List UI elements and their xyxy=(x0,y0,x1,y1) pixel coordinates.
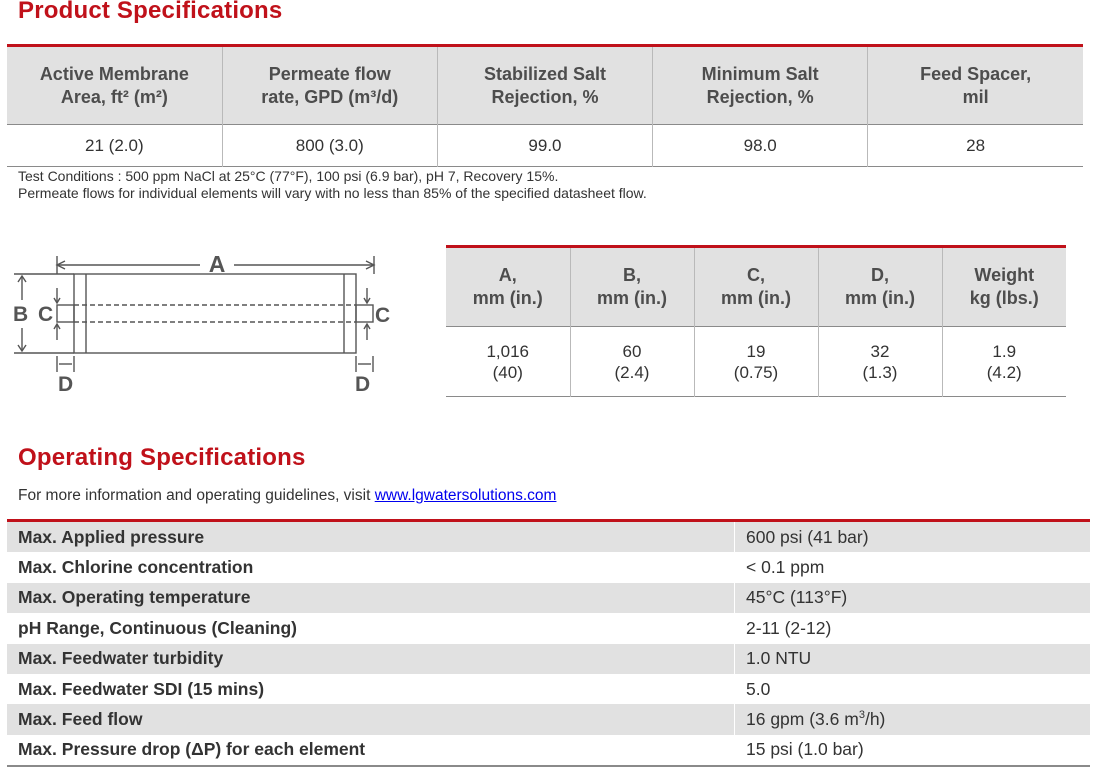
header-stabilized-salt-rejection: Stabilized Salt Rejection, % xyxy=(437,46,652,125)
spec-value: 45°C (113°F) xyxy=(735,583,1091,613)
header-permeate-flow-rate: Permeate flow rate, GPD (m³/d) xyxy=(222,46,437,125)
diagram-label-a: A xyxy=(208,251,226,277)
permeate-flow-note: Permeate flows for individual elements will vary with no less than 85% of the specified datasheet flow. xyxy=(18,185,647,201)
element-dimension-diagram xyxy=(10,248,410,398)
table-row xyxy=(7,644,1090,674)
spec-label: Max. Applied pressure xyxy=(7,521,735,553)
spec-value xyxy=(735,704,1091,734)
value-weight: 1.9 (4.2) xyxy=(942,327,1066,397)
product-specs-table xyxy=(7,44,1083,167)
value-dimension-b: 60 (2.4) xyxy=(570,327,694,397)
spec-label: Max. Feed flow xyxy=(7,704,735,734)
table-row xyxy=(7,613,1090,643)
spec-label: pH Range, Continuous (Cleaning) xyxy=(18,617,298,638)
feed-flow-value-unit: /h) xyxy=(864,709,886,730)
diagram-label-c-left: C xyxy=(38,303,54,326)
value-active-membrane-area: 21 (2.0) xyxy=(85,135,144,155)
table-row xyxy=(7,125,1083,167)
product-specifications-title: Product Specifications xyxy=(18,0,283,24)
table-row xyxy=(7,735,1090,766)
spec-label: Max. Feedwater turbidity xyxy=(7,644,735,674)
test-conditions-note: Test Conditions : 500 ppm NaCl at 25°C (77°F), 100 psi (6.9 bar), pH 7, Recovery 15%. xyxy=(18,168,559,184)
spec-label: Max. Operating temperature xyxy=(7,583,735,613)
spec-label: Max. Chlorine concentration xyxy=(18,557,254,578)
header-dimension-d: D, mm (in.) xyxy=(818,247,942,327)
operating-intro-text: For more information and operating guidelines, visit xyxy=(18,487,375,504)
header-dimension-c: C, mm (in.) xyxy=(694,247,818,327)
feed-flow-value-main: 16 gpm (3.6 m xyxy=(746,709,859,730)
table-row xyxy=(7,583,1090,613)
value-feed-spacer: 28 xyxy=(868,125,1083,167)
table-row xyxy=(7,674,1090,704)
spec-value: < 0.1 ppm xyxy=(735,552,1091,582)
header-active-membrane-area: Active Membrane Area, ft² (m²) xyxy=(7,46,222,125)
value-dimension-a: 1,016 (40) xyxy=(486,341,530,382)
feed-flow-superscript: 3 xyxy=(858,709,865,722)
diagram-label-d-left: D xyxy=(58,373,74,396)
header-dimension-a: A, mm (in.) xyxy=(446,247,570,327)
header-minimum-salt-rejection: Minimum Salt Rejection, % xyxy=(653,46,868,125)
value-minimum-salt-rejection: 98.0 xyxy=(653,125,868,167)
table-row xyxy=(7,704,1090,734)
header-feed-spacer: Feed Spacer, mil xyxy=(868,46,1083,125)
table-row xyxy=(7,521,1090,553)
spec-value: 15 psi (1.0 bar) xyxy=(735,735,1091,766)
table-row xyxy=(446,327,1066,397)
spec-value: 600 psi (41 bar) xyxy=(735,521,1091,553)
spec-value: 2-11 (2-12) xyxy=(735,613,1091,643)
header-dimension-b: B, mm (in.) xyxy=(570,247,694,327)
spec-label: Max. Pressure drop (ΔP) for each element xyxy=(18,739,366,760)
operating-specifications-title: Operating Specifications xyxy=(18,444,306,471)
diagram-label-b: B xyxy=(13,303,29,326)
spec-value: 5.0 xyxy=(735,674,1091,704)
diagram-label-c-right: C xyxy=(375,304,391,327)
table-header-row xyxy=(446,247,1066,327)
diagram-label-d-right: D xyxy=(355,373,371,396)
table-row xyxy=(7,552,1090,582)
spec-label: Max. Feedwater SDI (15 mins) xyxy=(18,678,265,699)
spec-value: 1.0 NTU xyxy=(735,644,1091,674)
dimensions-table xyxy=(446,245,1066,397)
table-header-row xyxy=(7,46,1083,125)
header-weight: Weight kg (lbs.) xyxy=(942,247,1066,327)
operating-intro xyxy=(18,487,556,505)
value-dimension-d: 32 (1.3) xyxy=(818,327,942,397)
operating-specs-table xyxy=(7,519,1090,767)
website-link[interactable]: www.lgwatersolutions.com xyxy=(374,487,557,504)
value-dimension-c: 19 (0.75) xyxy=(694,327,818,397)
value-permeate-flow-rate: 800 (3.0) xyxy=(222,125,437,167)
value-stabilized-salt-rejection: 99.0 xyxy=(437,125,652,167)
